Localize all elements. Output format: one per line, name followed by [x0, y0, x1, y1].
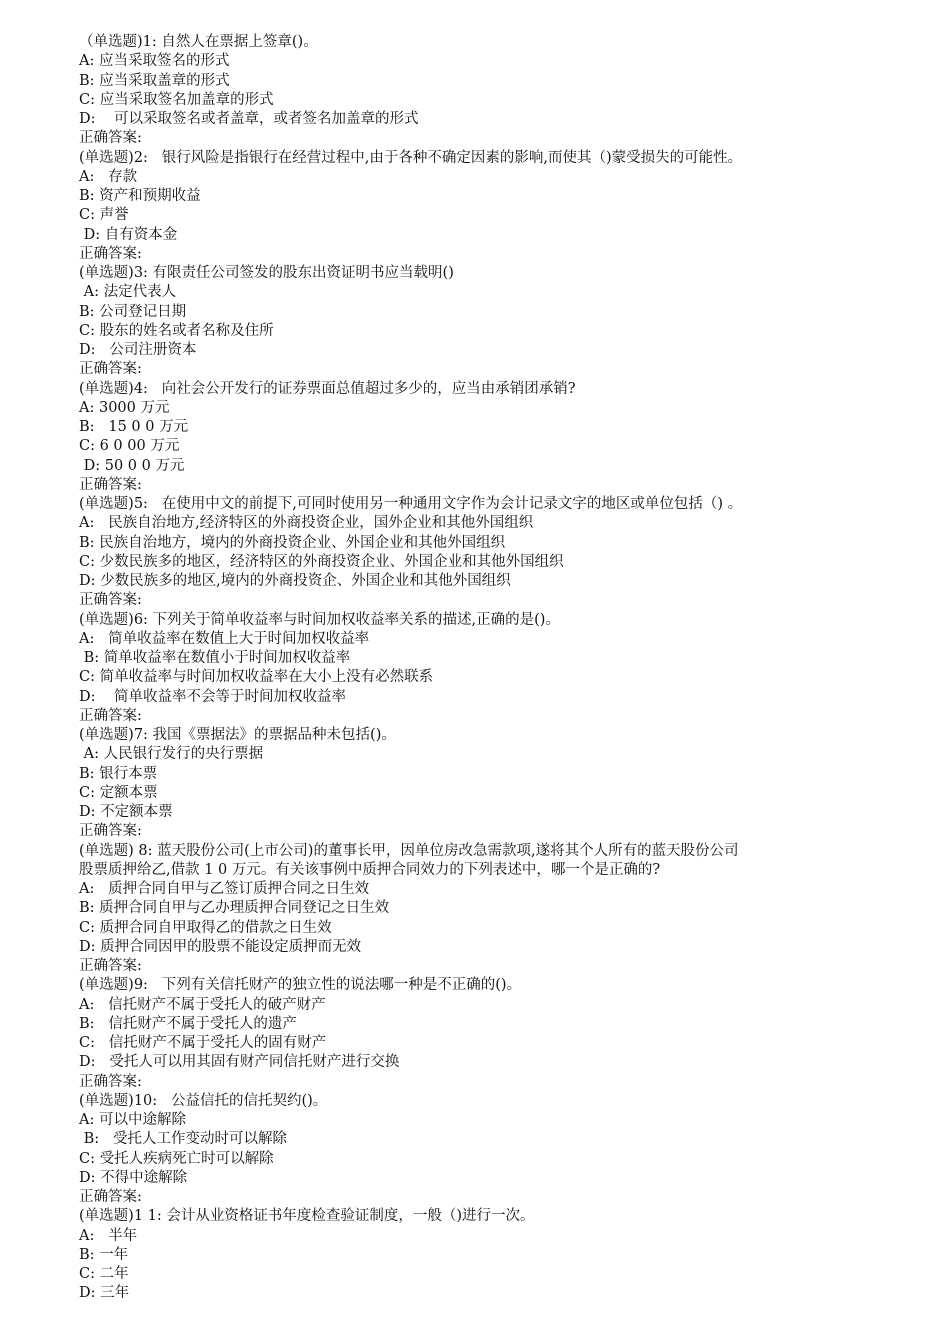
- answer-option: B: 信托财产不属于受托人的遗产: [79, 1015, 297, 1032]
- correct-answer-label: 正确答案:: [79, 1073, 142, 1090]
- answer-option: C: 声誉: [79, 207, 129, 224]
- answer-option: D: 公司注册资本: [79, 342, 197, 358]
- answer-option: A: 法定代表人: [79, 284, 177, 301]
- correct-answer-label: 正确答案:: [79, 707, 142, 724]
- correct-answer-label: 正确答案:: [79, 361, 142, 378]
- answer-option: A: 民族自治地方,经济特区的外商投资企业，国外企业和其他外国组织: [79, 515, 534, 532]
- answer-option: A: 信托财产不属于受托人的破产财产: [79, 996, 326, 1013]
- answer-option: D: 少数民族多的地区,境内的外商投资企、外国企业和其他外国组织: [79, 573, 511, 589]
- correct-answer-label: 正确答案:: [79, 958, 142, 974]
- answer-option: C: 质押合同自甲取得乙的借款之日生效: [79, 919, 332, 936]
- question-stem: （单选题)1: 自然人在票据上签章()。: [79, 34, 318, 50]
- answer-option: A: 3000 万元: [79, 399, 170, 416]
- answer-option: A: 存款: [79, 168, 138, 185]
- correct-answer-label: 正确答案:: [79, 823, 142, 840]
- question-stem: (单选题)4: 向社会公开发行的证券票面总值超过多少的，应当由承销团承销?: [79, 380, 576, 397]
- question-stem: (单选题)7: 我国《票据法》的票据品种未包括()。: [79, 727, 396, 743]
- question-stem: (单选题) 8: 蓝天股份公司(上市公司)的董事长甲，因单位房改急需款项,遂将其个人所有的蓝天股份公司: [79, 842, 739, 859]
- answer-option: A: 人民银行发行的央行票据: [79, 746, 264, 763]
- answer-option: A: 应当采取签名的形式: [79, 53, 230, 70]
- answer-option: D: 简单收益率不会等于时间加权收益率: [79, 688, 346, 705]
- answer-option: C: 股东的姓名或者名称及住所: [79, 322, 274, 339]
- question-stem: (单选题)9: 下列有关信托财产的独立性的说法哪一种是不正确的()。: [79, 977, 522, 994]
- answer-option: A: 可以中途解除: [79, 1112, 186, 1128]
- exam-document: [79, 33, 899, 1304]
- answer-option: C: 定额本票: [79, 784, 158, 801]
- correct-answer-label: 正确答案:: [79, 1189, 142, 1205]
- answer-option: B: 民族自治地方，境内的外商投资企业、外国企业和其他外国组织: [79, 534, 506, 551]
- answer-option: C: 受托人疾病死亡时可以解除: [79, 1150, 274, 1167]
- question-stem: (单选题)3: 有限责任公司签发的股东出资证明书应当载明(): [79, 265, 454, 281]
- answer-option: B: 资产和预期收益: [79, 188, 201, 204]
- question-stem: 股票质押给乙,借款 1 0 万元。有关该事例中质押合同效力的下列表述中，哪一个是正确的?: [79, 861, 661, 878]
- answer-option: A: 质押合同自甲与乙签订质押合同之日生效: [79, 881, 370, 897]
- answer-option: C: 少数民族多的地区，经济特区的外商投资企业、外国企业和其他外国组织: [79, 553, 564, 570]
- correct-answer-label: 正确答案:: [79, 245, 142, 262]
- question-stem: (单选题)1 1: 会计从业资格证书年度检查验证制度，一般（)进行一次。: [79, 1208, 535, 1225]
- answer-option: B: 简单收益率在数值小于时间加权收益率: [79, 650, 351, 666]
- answer-option: B: 受托人工作变动时可以解除: [79, 1131, 287, 1148]
- answer-option: D: 质押合同因甲的股票不能设定质押而无效: [79, 938, 362, 955]
- answer-option: C: 二年: [79, 1266, 129, 1282]
- correct-answer-label: 正确答案:: [79, 130, 142, 147]
- answer-option: C: 6 0 00 万元: [79, 438, 180, 455]
- answer-option: C: 信托财产不属于受托人的固有财产: [79, 1035, 327, 1051]
- correct-answer-label: 正确答案:: [79, 592, 142, 609]
- answer-option: D: 不得中途解除: [79, 1169, 188, 1186]
- answer-option: C: 简单收益率与时间加权收益率在大小上没有必然联系: [79, 669, 434, 686]
- answer-option: A: 简单收益率在数值上大于时间加权收益率: [79, 630, 370, 647]
- question-stem: (单选题)5: 在使用中文的前提下,可同时使用另一种通用文字作为会计记录文字的地区或单位包括（) 。: [79, 496, 743, 512]
- answer-option: B: 一年: [79, 1246, 129, 1263]
- answer-option: D: 50 0 0 万元: [79, 457, 185, 474]
- answer-option: B: 公司登记日期: [79, 303, 187, 320]
- question-stem: (单选题)6: 下列关于简单收益率与时间加权收益率关系的描述,正确的是()。: [79, 611, 560, 628]
- answer-option: A: 半年: [79, 1227, 138, 1244]
- question-stem: (单选题)2: 银行风险是指银行在经营过程中,由于各种不确定因素的影响,而使其（)蒙受损失的可能性。: [79, 149, 743, 166]
- answer-option: B: 应当采取盖章的形式: [79, 72, 230, 89]
- answer-option: B: 15 0 0 万元: [79, 419, 189, 435]
- question-stem: (单选题)10: 公益信托的信托契约()。: [79, 1092, 328, 1109]
- answer-option: D: 自有资本金: [79, 226, 178, 243]
- answer-option: D: 不定额本票: [79, 804, 173, 820]
- answer-option: B: 银行本票: [79, 765, 158, 782]
- answer-option: D: 受托人可以用其固有财产同信托财产进行交换: [79, 1054, 400, 1071]
- answer-option: D: 可以采取签名或者盖章，或者签名加盖章的形式: [79, 111, 419, 127]
- answer-option: C: 应当采取签名加盖章的形式: [79, 91, 274, 108]
- correct-answer-label: 正确答案:: [79, 476, 142, 493]
- answer-option: B: 质押合同自甲与乙办理质押合同登记之日生效: [79, 900, 390, 917]
- answer-option: D: 三年: [79, 1285, 130, 1302]
